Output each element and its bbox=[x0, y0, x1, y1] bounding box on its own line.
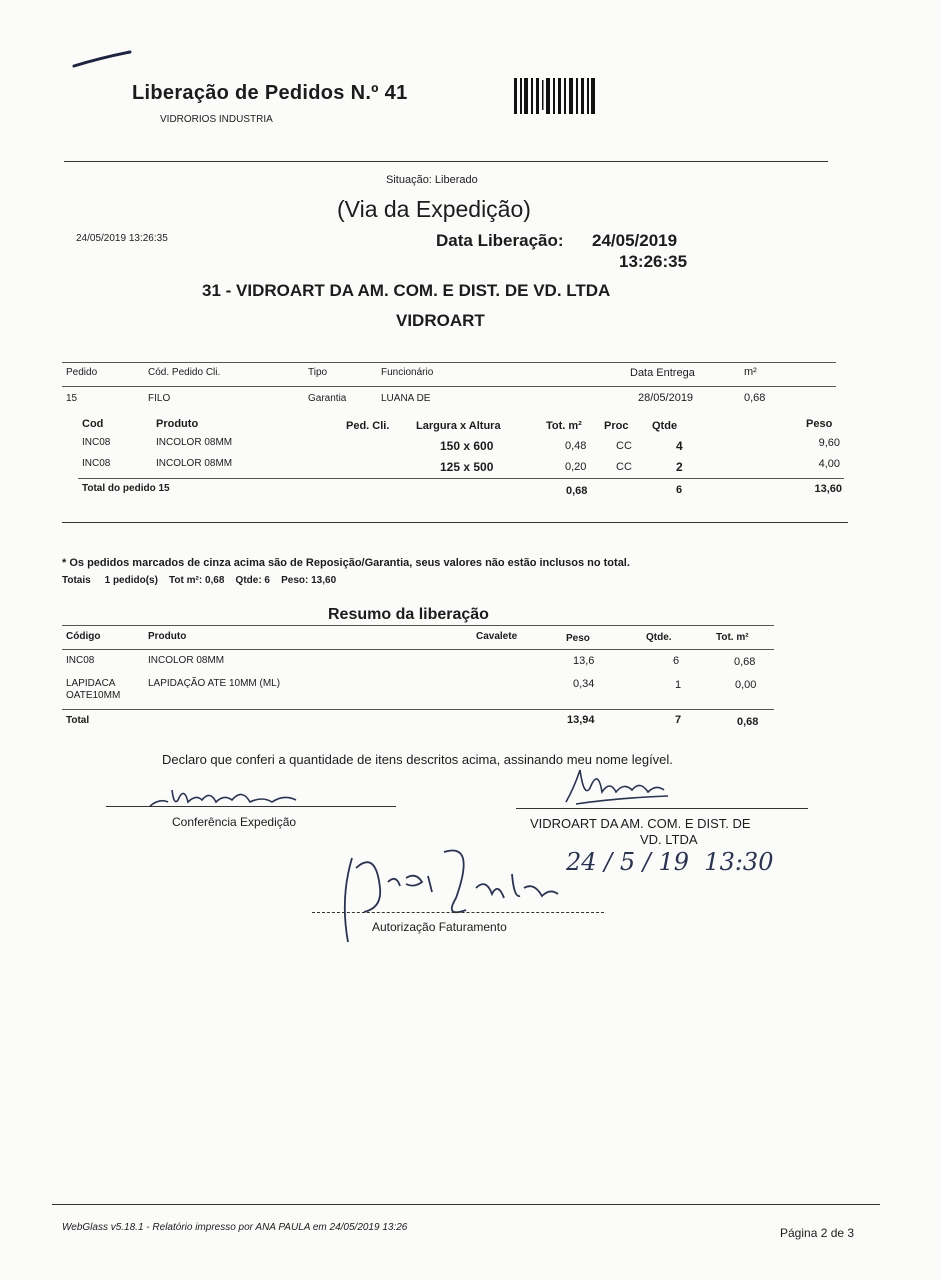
items-col-tot-m2: Tot. m² bbox=[546, 420, 582, 432]
item-cod: INC08 bbox=[82, 437, 111, 448]
items-col-peso: Peso bbox=[806, 418, 833, 430]
col-funcionario: Funcionário bbox=[381, 367, 434, 378]
col-cod-pedido-cli: Cód. Pedido Cli. bbox=[148, 367, 221, 378]
funcionario-value: LUANA DE bbox=[381, 393, 431, 404]
order-total-m2: 0,68 bbox=[566, 485, 588, 497]
footer-divider bbox=[52, 1204, 880, 1205]
signature-line-center bbox=[312, 912, 604, 913]
summary-total-tot-m2: 0,68 bbox=[737, 716, 759, 728]
company-name: VIDRORIOS INDUSTRIA bbox=[160, 114, 273, 125]
signature-line-right bbox=[516, 808, 808, 809]
item-qtde: 2 bbox=[676, 460, 683, 474]
summary-codigo: INC08 bbox=[66, 655, 95, 666]
order-table-mid bbox=[62, 386, 836, 387]
signature-caption-center: Autorização Faturamento bbox=[372, 920, 507, 934]
status-text: Situação: Liberado bbox=[386, 174, 478, 186]
summary-peso: 13,6 bbox=[573, 655, 595, 667]
items-col-ped-cli: Ped. Cli. bbox=[346, 420, 390, 432]
summary-qtde: 6 bbox=[673, 655, 680, 667]
release-time: 13:26:35 bbox=[619, 252, 688, 271]
items-col-cod: Cod bbox=[82, 418, 104, 430]
client-short: VIDROART bbox=[396, 311, 485, 330]
summary-col-qtde: Qtde. bbox=[646, 632, 672, 643]
item-cod: INC08 bbox=[82, 458, 111, 469]
pedido-value: 15 bbox=[66, 393, 78, 404]
summary-codigo: LAPIDACA OATE10MM bbox=[66, 678, 121, 701]
summary-qtde: 1 bbox=[675, 679, 682, 691]
signature-caption-left: Conferência Expedição bbox=[172, 815, 297, 829]
summary-col-codigo: Código bbox=[66, 631, 101, 642]
release-date: 24/05/2019 bbox=[592, 231, 678, 250]
summary-mid bbox=[62, 649, 774, 650]
footer-printed-by: WebGlass v5.18.1 - Relatório impresso por ANA PAULA em 24/05/2019 13:26 bbox=[62, 1222, 408, 1233]
handwritten-date: 24 / 5 / 19 13:30 bbox=[566, 848, 774, 876]
print-datetime: 24/05/2019 13:26:35 bbox=[76, 233, 168, 244]
summary-col-tot-m2: Tot. m² bbox=[716, 632, 749, 643]
summary-col-cavalete: Cavalete bbox=[476, 631, 518, 642]
signature-line-left bbox=[106, 806, 396, 807]
summary-produto: LAPIDAÇÃO ATE 10MM (ML) bbox=[148, 678, 281, 689]
summary-total-qtde: 7 bbox=[675, 714, 682, 726]
item-qtde: 4 bbox=[676, 439, 683, 453]
item-produto: INCOLOR 08MM bbox=[156, 458, 233, 469]
col-pedido: Pedido bbox=[66, 367, 98, 378]
order-total-peso: 13,60 bbox=[814, 483, 842, 495]
summary-col-produto: Produto bbox=[148, 631, 187, 642]
item-dims: 125 x 500 bbox=[440, 460, 494, 474]
declaration-text: Declaro que conferi a quantidade de itens descritos acima, assinando meu nome legível. bbox=[162, 752, 673, 767]
summary-total-label: Total bbox=[66, 715, 90, 726]
cod-pedido-cli-value: FILO bbox=[148, 393, 171, 404]
m2-value: 0,68 bbox=[744, 392, 766, 404]
order-total-label: Total do pedido 15 bbox=[82, 483, 170, 494]
summary-produto: INCOLOR 08MM bbox=[148, 655, 225, 666]
item-produto: INCOLOR 08MM bbox=[156, 437, 233, 448]
totals-line: Totais 1 pedido(s) Tot m²: 0,68 Qtde: 6 Peso: 13,60 bbox=[62, 575, 337, 586]
page-number: Página 2 de 3 bbox=[780, 1226, 855, 1240]
item-proc: CC bbox=[616, 440, 632, 452]
col-tipo: Tipo bbox=[308, 367, 328, 378]
pen-mark bbox=[70, 48, 140, 72]
order-total-qtde: 6 bbox=[676, 484, 683, 496]
signature-caption-right-1: VIDROART DA AM. COM. E DIST. DE bbox=[530, 816, 751, 831]
gray-note: * Os pedidos marcados de cinza acima são de Reposição/Garantia, seus valores não estão inclusos no total. bbox=[62, 557, 630, 569]
item-peso: 9,60 bbox=[818, 437, 840, 449]
signature-left bbox=[140, 772, 310, 816]
items-total-divider bbox=[78, 478, 844, 479]
page-title: Liberação de Pedidos N.º 41 bbox=[132, 82, 408, 104]
item-tot-m2: 0,20 bbox=[565, 461, 587, 473]
items-col-largura-altura: Largura x Altura bbox=[416, 420, 501, 432]
item-peso: 4,00 bbox=[818, 458, 840, 470]
item-dims: 150 x 600 bbox=[440, 439, 494, 453]
via-title: (Via da Expedição) bbox=[337, 196, 531, 222]
summary-total-divider bbox=[62, 709, 774, 710]
order-table-top bbox=[62, 362, 836, 363]
summary-tot-m2: 0,00 bbox=[735, 679, 757, 691]
items-bottom-divider bbox=[62, 522, 848, 523]
item-tot-m2: 0,48 bbox=[565, 440, 587, 452]
data-entrega-value: 28/05/2019 bbox=[638, 392, 694, 404]
release-date-label: Data Liberação: bbox=[436, 231, 564, 250]
items-col-qtde: Qtde bbox=[652, 420, 678, 432]
summary-total-peso: 13,94 bbox=[567, 714, 595, 726]
items-col-proc: Proc bbox=[604, 420, 629, 432]
barcode-icon bbox=[514, 78, 596, 116]
summary-tot-m2: 0,68 bbox=[734, 656, 756, 668]
col-data-entrega: Data Entrega bbox=[630, 367, 695, 379]
summary-col-peso: Peso bbox=[566, 633, 590, 644]
signature-caption-right-2: VD. LTDA bbox=[640, 832, 698, 847]
col-m2: m² bbox=[744, 366, 757, 378]
items-col-produto: Produto bbox=[156, 418, 199, 430]
summary-peso: 0,34 bbox=[573, 678, 595, 690]
summary-top bbox=[62, 625, 774, 626]
summary-title: Resumo da liberação bbox=[328, 606, 489, 623]
item-proc: CC bbox=[616, 461, 632, 473]
tipo-value: Garantia bbox=[308, 393, 347, 404]
client-name: 31 - VIDROART DA AM. COM. E DIST. DE VD. LTDA bbox=[202, 281, 611, 300]
header-divider bbox=[64, 161, 828, 162]
